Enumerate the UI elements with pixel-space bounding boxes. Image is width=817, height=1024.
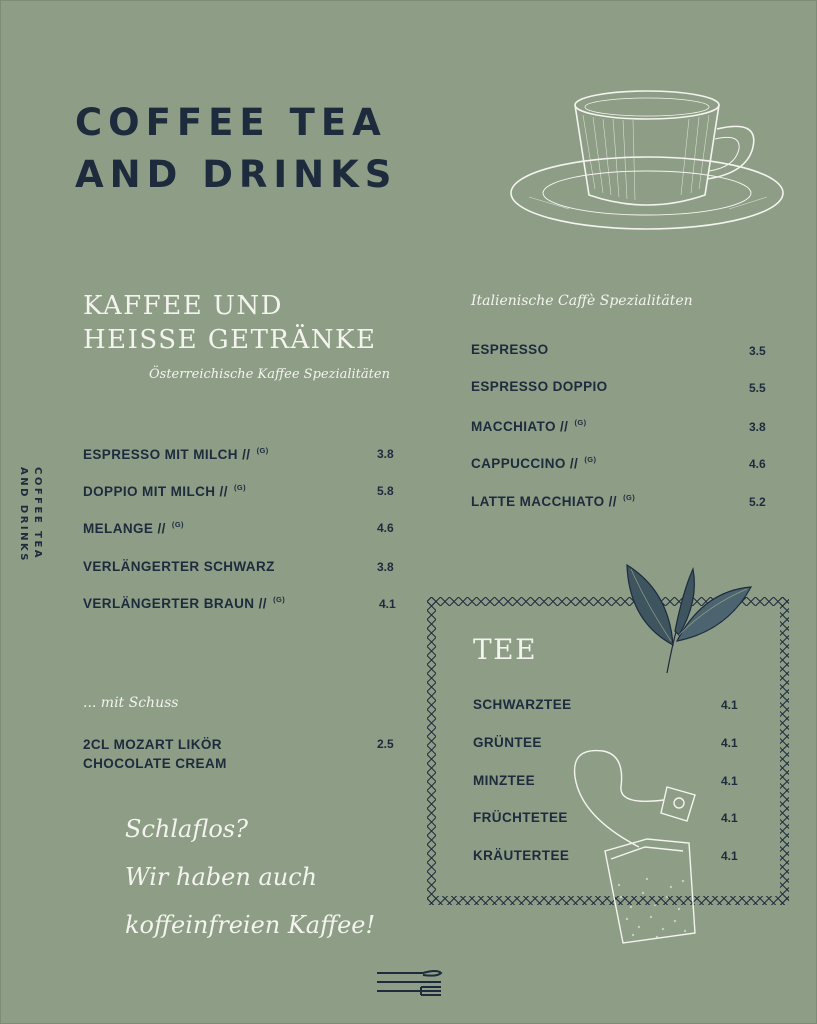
tee-item: KRÄUTERTEE [473, 848, 570, 863]
italian-price: 3.5 [749, 344, 766, 358]
decaf-note [125, 805, 375, 949]
title-line-2: AND DRINKS [75, 153, 398, 196]
tea-bag-icon [561, 747, 711, 947]
kaffee-price: 3.8 [377, 447, 394, 461]
decaf-note-line-1: Schlaflos? [125, 815, 248, 843]
italian-price: 5.5 [749, 381, 766, 395]
page-title [75, 97, 397, 201]
italian-item: ESPRESSO [471, 342, 549, 357]
kaffee-price: 4.1 [379, 597, 396, 611]
schuss-item-line-1: 2CL MOZART LIKÖR [83, 737, 222, 752]
decaf-note-line-3: koffeinfreien Kaffee! [125, 911, 376, 939]
italian-price: 4.6 [749, 457, 766, 471]
italian-subtitle: Italienische Caffè Spezialitäten [471, 293, 693, 309]
tee-item: GRÜNTEE [473, 735, 542, 750]
tee-item: SCHWARZTEE [473, 697, 572, 712]
side-title-line-1: COFFEE TEA [32, 467, 43, 561]
italian-item: ESPRESSO DOPPIO [471, 379, 608, 394]
kaffee-heading-line-2: HEISSE GETRÄNKE [83, 325, 377, 355]
kaffee-item: VERLÄNGERTER SCHWARZ [83, 559, 275, 574]
italian-item: MACCHIATO // $^{(G)}$ [471, 418, 587, 434]
tee-price: 4.1 [721, 774, 738, 788]
tee-price: 4.1 [721, 698, 738, 712]
decaf-note-line-2: Wir haben auch [125, 863, 318, 891]
kaffee-item: ESPRESSO MIT MILCH // $^{(G)}$ [83, 446, 269, 462]
tee-item: MINZTEE [473, 773, 536, 788]
kaffee-heading-line-1: KAFFEE UND [83, 291, 283, 321]
title-line-1: COFFEE TEA [75, 101, 387, 144]
kaffee-price: 4.6 [377, 521, 394, 535]
tee-item: FRÜCHTETEE [473, 810, 568, 825]
italian-item: LATTE MACCHIATO // $^{(G)}$ [471, 493, 636, 509]
tea-leaves-icon [623, 561, 753, 677]
kaffee-price: 3.8 [377, 560, 394, 574]
cutlery-icon [375, 963, 445, 999]
side-title [18, 467, 48, 597]
schuss-price: 2.5 [377, 737, 394, 751]
schuss-item-line-2: CHOCOLATE CREAM [83, 756, 227, 771]
kaffee-subtitle: Österreichische Kaffee Spezialitäten [149, 367, 390, 382]
tee-price: 4.1 [721, 849, 738, 863]
kaffee-item: VERLÄNGERTER BRAUN // $^{(G)}$ [83, 595, 286, 611]
kaffee-heading [83, 289, 376, 357]
tee-heading: TEE [473, 633, 538, 666]
tee-price: 4.1 [721, 811, 738, 825]
tee-price: 4.1 [721, 736, 738, 750]
kaffee-item: DOPPIO MIT MILCH // $^{(G)}$ [83, 483, 247, 499]
kaffee-price: 5.8 [377, 484, 394, 498]
italian-price: 5.2 [749, 495, 766, 509]
kaffee-item: MELANGE // $^{(G)}$ [83, 520, 184, 536]
coffee-cup-icon [509, 85, 789, 235]
side-title-line-2: AND DRINKS [18, 467, 29, 563]
schuss-subtitle: ... mit Schuss [83, 695, 179, 711]
italian-item: CAPPUCCINO // $^{(G)}$ [471, 455, 597, 471]
italian-price: 3.8 [749, 420, 766, 434]
schuss-item [83, 735, 227, 773]
